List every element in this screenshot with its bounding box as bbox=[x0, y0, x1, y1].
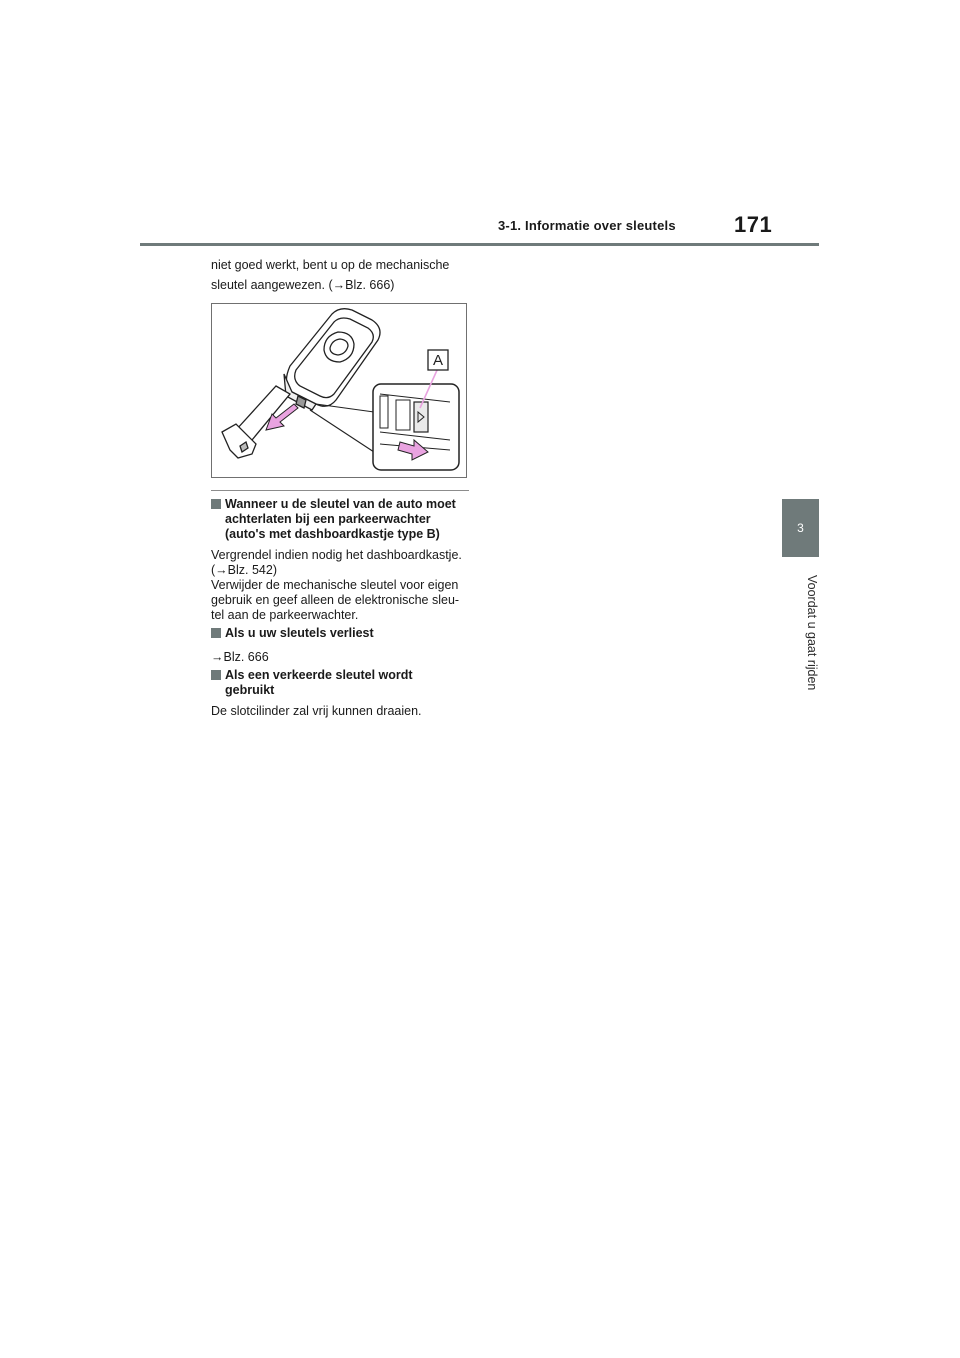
section-heading bbox=[211, 497, 471, 542]
square-bullet-icon bbox=[211, 670, 221, 680]
heading-line: gebruikt bbox=[225, 683, 275, 697]
section-body bbox=[211, 704, 471, 719]
body-line: →Blz. 666 bbox=[211, 650, 269, 664]
intro-line: sleutel aangewezen. (→Blz. 666) bbox=[211, 278, 395, 292]
heading-line: Als u uw sleutels verliest bbox=[225, 626, 374, 640]
square-bullet-icon bbox=[211, 499, 221, 509]
heading-line: achterlaten bij een parkeerwachter bbox=[225, 512, 431, 526]
square-bullet-icon bbox=[211, 628, 221, 638]
header-rule bbox=[140, 243, 819, 246]
section-valet bbox=[211, 497, 471, 623]
body-line: De slotcilinder zal vrij kunnen draaien. bbox=[211, 704, 422, 718]
chapter-tab[interactable] bbox=[782, 499, 819, 557]
chapter-number: 3 bbox=[797, 521, 804, 535]
chapter-label: Voordat u gaat rijden bbox=[805, 574, 819, 691]
body-line: tel aan de parkeerwachter. bbox=[211, 608, 359, 622]
body-line: gebruik en geef alleen de elektronische sleu- bbox=[211, 593, 460, 607]
intro-line: niet goed werkt, bent u op de mechanische bbox=[211, 258, 450, 272]
page-number: 171 bbox=[734, 212, 773, 237]
callout-label: A bbox=[432, 352, 444, 369]
leader-lines bbox=[310, 404, 374, 452]
section-wrong-key bbox=[211, 668, 471, 719]
section-heading bbox=[211, 668, 471, 698]
section-body bbox=[211, 548, 471, 623]
intro-paragraph bbox=[211, 255, 471, 295]
body-line: Verwijder de mechanische sleutel voor eigen bbox=[211, 578, 459, 592]
heading-line: Wanneer u de sleutel van de auto moet bbox=[225, 497, 456, 511]
section-lost-keys bbox=[211, 626, 471, 665]
section-heading bbox=[211, 626, 471, 641]
key-illustration bbox=[211, 303, 467, 478]
smart-key-icon bbox=[284, 309, 380, 410]
heading-line: Als een verkeerde sleutel wordt bbox=[225, 668, 413, 682]
section-title: 3-1. Informatie over sleutels bbox=[498, 218, 676, 233]
key-illustration-svg bbox=[212, 304, 466, 477]
section-body bbox=[211, 650, 471, 665]
section-divider bbox=[211, 490, 469, 491]
heading-line: (auto's met dashboardkastje type B) bbox=[225, 527, 440, 541]
body-line: Vergrendel indien nodig het dashboardkastje. bbox=[211, 548, 462, 562]
body-line: (→Blz. 542) bbox=[211, 563, 277, 577]
detail-inset bbox=[373, 384, 459, 470]
